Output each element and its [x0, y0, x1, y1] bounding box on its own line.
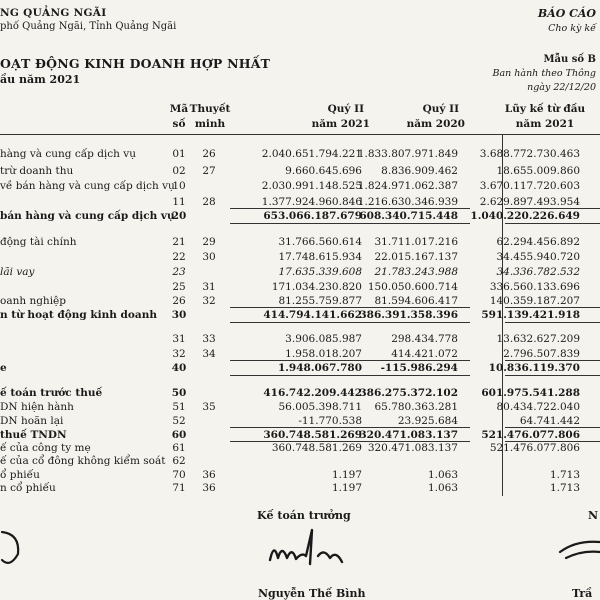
row-code: 60 — [171, 429, 187, 441]
subtotal-rule — [230, 208, 470, 209]
row-q2-2021: 9.660.645.696 — [285, 165, 362, 177]
row-q2-2020: 150.050.600.714 — [367, 281, 458, 293]
col-header-q2-2021: Quý II năm 2021 — [311, 103, 370, 130]
row-label: n cổ phiếu — [0, 482, 56, 494]
subtotal-rule — [230, 223, 470, 224]
row-ytd-2021: 10.836.119.370 — [488, 362, 580, 374]
row-label: ổ phiếu — [0, 469, 40, 481]
row-label: e — [0, 362, 7, 374]
statement-title: OẠT ĐỘNG KINH DOANH HỢP NHẤT — [0, 56, 271, 71]
row-label: ế của công ty mẹ — [0, 442, 91, 454]
row-q2-2020: 21.783.243.988 — [374, 266, 458, 278]
row-code: 02 — [172, 165, 186, 177]
row-ytd-2021: 18.655.009.860 — [496, 165, 580, 177]
row-ytd-2021: 13.632.627.209 — [496, 333, 580, 345]
row-q2-2020: 65.780.363.281 — [374, 401, 458, 413]
row-note: 33 — [202, 333, 216, 345]
col-header-q2-2020: Quý II năm 2020 — [406, 103, 465, 130]
row-label: oanh nghiệp — [0, 295, 66, 307]
row-label: ế của cổ đông không kiểm soát — [0, 455, 166, 467]
row-note: 27 — [202, 165, 216, 177]
table-row — [0, 455, 600, 468]
row-q2-2021: 1.377.924.960.846 — [261, 196, 362, 208]
row-ytd-2021: 62.294.456.892 — [496, 236, 580, 248]
row-ytd-2021: 521.476.077.806 — [489, 442, 580, 454]
table-row — [0, 401, 600, 414]
row-code: 70 — [172, 469, 186, 481]
row-ytd-2021: 2.629.897.493.954 — [479, 196, 580, 208]
subtotal-rule — [230, 360, 470, 361]
row-ytd-2021: 34.336.782.532 — [496, 266, 580, 278]
row-q2-2020: 81.594.606.417 — [374, 295, 458, 307]
row-q2-2021: 416.742.209.442 — [263, 387, 362, 399]
row-q2-2021: 3.906.085.987 — [285, 333, 362, 345]
row-note: 30 — [202, 251, 216, 263]
row-ytd-2021: 3.688.772.730.463 — [479, 148, 580, 160]
subtotal-rule — [505, 322, 600, 323]
table-row — [0, 281, 600, 294]
row-code: 26 — [172, 295, 186, 307]
row-q2-2021: 414.794.141.662 — [263, 309, 362, 321]
row-code: 20 — [171, 210, 187, 222]
col-header-note: Thuyết minh — [189, 103, 231, 130]
row-label: bán hàng và cung cấp dịch vụ — [0, 210, 175, 222]
row-code: 52 — [172, 415, 186, 427]
row-code: 40 — [171, 362, 187, 374]
row-q2-2021: 56.005.398.711 — [278, 401, 362, 413]
row-q2-2021: 1.197 — [331, 482, 362, 494]
row-ytd-2021: 3.670.117.720.603 — [479, 180, 580, 192]
row-ytd-2021: 34.455.940.720 — [496, 251, 580, 263]
row-code: 32 — [172, 348, 186, 360]
row-q2-2020: 23.925.684 — [397, 415, 458, 427]
row-q2-2021: 171.034.230.820 — [271, 281, 362, 293]
row-q2-2020: 31.711.017.216 — [374, 236, 458, 248]
row-q2-2020: 608.340.715.448 — [359, 210, 458, 222]
row-ytd-2021: 591.139.421.918 — [481, 309, 580, 321]
row-code: 11 — [172, 196, 186, 208]
row-ytd-2021: 80.434.722.040 — [496, 401, 580, 413]
row-label: lãi vay — [0, 266, 35, 278]
row-ytd-2021: 1.040.220.226.649 — [470, 210, 580, 222]
row-q2-2020: 414.421.072 — [391, 348, 458, 360]
subtotal-rule — [505, 360, 600, 361]
table-row — [0, 148, 600, 161]
table-row — [0, 165, 600, 178]
row-note: 36 — [202, 482, 216, 494]
row-code: 01 — [172, 148, 186, 160]
row-code: 51 — [172, 401, 186, 413]
row-note: 34 — [202, 348, 216, 360]
subtotal-rule — [505, 427, 600, 428]
row-q2-2021: 31.766.560.614 — [278, 236, 362, 248]
row-note: 35 — [202, 401, 216, 413]
subtotal-rule — [230, 307, 470, 308]
row-note: 26 — [202, 148, 216, 160]
company-name: NG QUẢNG NGÃI — [0, 7, 107, 19]
row-q2-2020: 1.824.971.062.387 — [357, 180, 458, 192]
row-ytd-2021: 336.560.133.696 — [489, 281, 580, 293]
chief-accountant-title: Kế toán trưởng — [257, 509, 351, 522]
table-row — [0, 309, 600, 322]
row-q2-2020: 1.063 — [427, 482, 458, 494]
row-q2-2020: 8.836.909.462 — [381, 165, 458, 177]
table-row — [0, 251, 600, 264]
subtotal-rule — [230, 375, 470, 376]
issued-date: ngày 22/12/20 — [527, 82, 596, 93]
subtotal-rule — [230, 322, 470, 323]
table-row — [0, 362, 600, 375]
row-note: 36 — [202, 469, 216, 481]
table-row — [0, 442, 600, 455]
row-q2-2021: 653.066.187.679 — [263, 210, 362, 222]
row-q2-2021: 2.040.651.794.221 — [261, 148, 362, 160]
row-label: ế toán trước thuế — [0, 387, 103, 399]
row-code: 30 — [171, 309, 187, 321]
row-ytd-2021: 2.796.507.839 — [503, 348, 580, 360]
director-name: Trầ — [572, 587, 593, 600]
preparer-signature — [0, 520, 40, 570]
row-code: 10 — [172, 180, 186, 192]
row-q2-2020: 386.391.358.396 — [359, 309, 458, 321]
subtotal-rule — [505, 375, 600, 376]
table-row — [0, 180, 600, 193]
header-divider — [0, 134, 600, 135]
row-label: hàng và cung cấp dịch vụ — [0, 148, 136, 160]
table-row — [0, 210, 600, 223]
col-header-code: Mã số — [169, 103, 189, 130]
row-ytd-2021: 1.713 — [549, 469, 580, 481]
row-code: 21 — [172, 236, 186, 248]
row-code: 71 — [172, 482, 186, 494]
row-label: thuế TNDN — [0, 429, 67, 441]
row-ytd-2021: 601.975.541.288 — [481, 387, 580, 399]
table-row — [0, 266, 600, 279]
row-note: 31 — [202, 281, 216, 293]
row-q2-2020: 386.275.372.102 — [359, 387, 458, 399]
row-ytd-2021: 1.713 — [549, 482, 580, 494]
chief-accountant-signature — [262, 522, 352, 572]
row-note: 28 — [202, 196, 216, 208]
row-code: 61 — [172, 442, 186, 454]
form-number: Mẫu số B — [543, 54, 596, 65]
table-row — [0, 333, 600, 346]
chief-accountant-name: Nguyễn Thế Bình — [258, 587, 366, 600]
row-ytd-2021: 64.741.442 — [519, 415, 580, 427]
col-header-ytd-2021: Lũy kế từ đầu năm 2021 — [504, 103, 586, 130]
row-code: 62 — [172, 455, 186, 467]
row-q2-2020: 1.063 — [427, 469, 458, 481]
row-q2-2020: 298.434.778 — [391, 333, 458, 345]
row-q2-2021: 360.748.581.269 — [263, 429, 362, 441]
row-code: 23 — [172, 266, 186, 278]
row-label: DN hoãn lại — [0, 415, 64, 427]
row-code: 22 — [172, 251, 186, 263]
report-period: Cho kỳ kế — [548, 23, 596, 34]
row-q2-2020: 1.216.630.346.939 — [357, 196, 458, 208]
row-code: 50 — [171, 387, 187, 399]
director-signature — [556, 530, 600, 570]
row-label: trừ doanh thu — [0, 165, 74, 177]
company-address: phố Quảng Ngãi, Tỉnh Quảng Ngãi — [0, 21, 177, 32]
report-type: BÁO CÁO — [537, 7, 596, 20]
director-title: N — [588, 509, 599, 522]
row-q2-2021: 1.948.067.780 — [277, 362, 362, 374]
row-ytd-2021: 521.476.077.806 — [481, 429, 580, 441]
table-row — [0, 469, 600, 482]
row-q2-2021: 2.030.991.148.525 — [261, 180, 362, 192]
row-q2-2021: 17.635.339.608 — [278, 266, 362, 278]
row-q2-2020: 22.015.167.137 — [374, 251, 458, 263]
subtotal-rule — [505, 223, 600, 224]
row-label: về bán hàng và cung cấp dịch vụ — [0, 180, 175, 192]
row-q2-2020: 320.471.083.137 — [359, 429, 458, 441]
row-q2-2020: 1.833.807.971.849 — [357, 148, 458, 160]
row-q2-2021: -11.770.538 — [298, 415, 362, 427]
table-row — [0, 387, 600, 400]
row-label: DN hiện hành — [0, 401, 74, 413]
subtotal-rule — [505, 208, 600, 209]
table-row — [0, 482, 600, 495]
issued-by: Ban hành theo Thông — [492, 68, 596, 79]
statement-subtitle: ầu năm 2021 — [0, 73, 81, 86]
subtotal-rule — [505, 307, 600, 308]
row-note: 29 — [202, 236, 216, 248]
row-q2-2021: 81.255.759.877 — [278, 295, 362, 307]
row-code: 25 — [172, 281, 186, 293]
row-label: n từ hoạt động kinh doanh — [0, 309, 157, 321]
table-row — [0, 236, 600, 249]
row-q2-2021: 1.958.018.207 — [285, 348, 362, 360]
row-note: 32 — [202, 295, 216, 307]
row-q2-2021: 360.748.581.269 — [271, 442, 362, 454]
row-q2-2020: 320.471.083.137 — [367, 442, 458, 454]
row-q2-2021: 1.197 — [331, 469, 362, 481]
subtotal-rule — [230, 427, 470, 428]
row-q2-2020: -115.986.294 — [380, 362, 458, 374]
row-q2-2021: 17.748.615.934 — [278, 251, 362, 263]
row-ytd-2021: 140.359.187.207 — [489, 295, 580, 307]
row-code: 31 — [172, 333, 186, 345]
row-label: động tài chính — [0, 236, 77, 248]
